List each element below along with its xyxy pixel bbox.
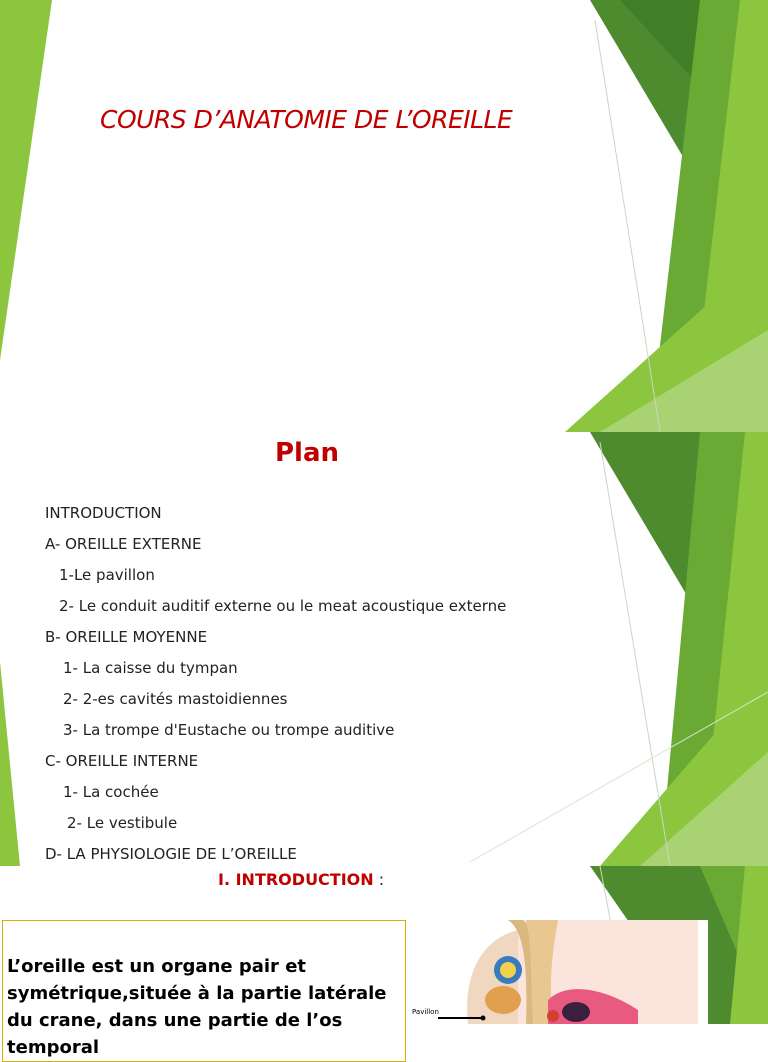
plan-title: Plan: [275, 438, 340, 468]
plan-item: 1- La cochée: [63, 783, 159, 801]
plan-item: D- LA PHYSIOLOGIE DE L’OREILLE: [45, 845, 297, 863]
plan-item: 2- Le vestibule: [67, 814, 178, 832]
plan-item: 3- La trompe d'Eustache ou trompe auditive: [63, 721, 395, 739]
plan-item: A- OREILLE EXTERNE: [45, 535, 202, 553]
slide-plan: [0, 432, 768, 866]
plan-item: 2- Le conduit auditif externe ou le meat acoustique externe: [59, 597, 507, 615]
green-triangle-decoration: [0, 0, 768, 432]
pavillon-label: Pavillon: [412, 1008, 439, 1016]
ear-anatomy-figure: [408, 920, 708, 1024]
plan-item: INTRODUCTION: [45, 504, 162, 522]
introduction-heading-text: I. INTRODUCTION: [218, 870, 374, 889]
plan-item: 2- 2-es cavités mastoidiennes: [63, 690, 288, 708]
plan-item: B- OREILLE MOYENNE: [45, 628, 208, 646]
plan-item: 1- La caisse du tympan: [63, 659, 238, 677]
intro-text-box: [2, 920, 406, 1062]
introduction-heading: [218, 870, 384, 889]
plan-list: [45, 504, 506, 876]
intro-text: L’oreille est un organe pair et symétrique,située à la partie latérale du crane, dans une partie de l’os temporal: [7, 956, 387, 1058]
plan-item: C- OREILLE INTERNE: [45, 752, 199, 770]
slide-title: [0, 0, 768, 432]
plan-item: 1-Le pavillon: [59, 566, 155, 584]
slide-introduction: [0, 866, 768, 1058]
course-title: COURS D’ANATOMIE DE L’OREILLE: [100, 105, 513, 134]
heading-colon: :: [373, 870, 385, 889]
